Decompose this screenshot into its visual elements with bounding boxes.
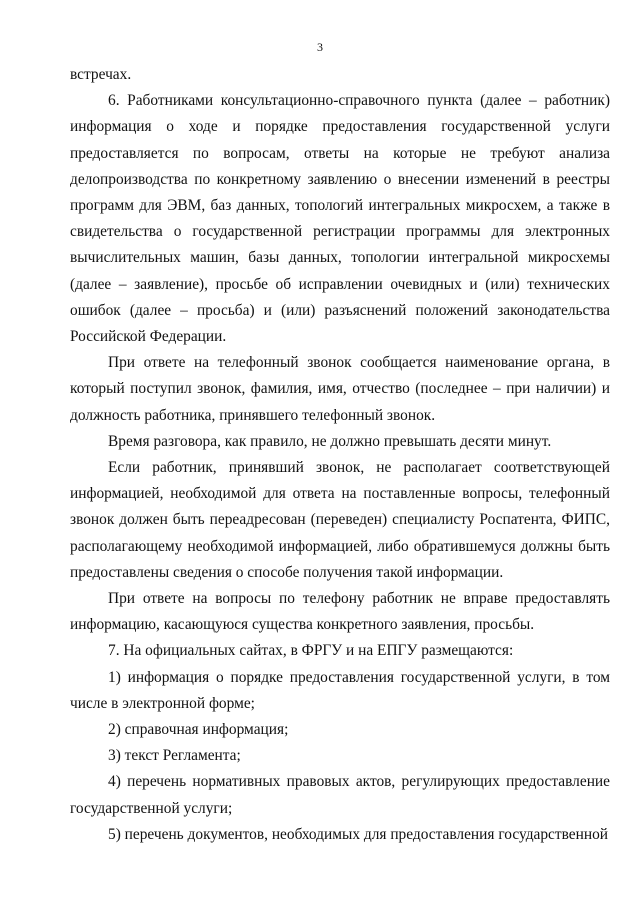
- paragraph-item-7: 7. На официальных сайтах, в ФРГУ и на ЕПГУ размещаются:: [108, 642, 514, 660]
- paragraph-item-6: 6. Работниками консультационно-справочного пункта (далее – работник) информация о ходе и порядке предоставления государственной услуги предоставляется по вопросам, ответы на которые не требуют анализа делопроизводства по конкретному заявлению о внесении изменений в реестры программ для ЭВМ, баз данных, топологий интегральных микросхем, а также в свидетельства о государственной регистрации программы для электронных вычислительных машин, базы данных, топологии интегральной микросхемы (далее – заявление), просьбе об исправлении очевидных и (или) технических ошибок (далее – просьба) и (или) разъяснений положений законодательства Российской Федерации.: [70, 92, 610, 346]
- list-item-4: 4) перечень нормативных правовых актов, регулирующих предоставление государственной услуги;: [70, 773, 610, 817]
- document-body: [70, 62, 610, 848]
- list-item-5: 5) перечень документов, необходимых для предоставления государственной: [108, 825, 609, 843]
- paragraph-phone-answer: При ответе на телефонный звонок сообщается наименование органа, в который поступил звонок, фамилия, имя, отчество (последнее – при наличии) и должность работника, принявшего телефонный звонок.: [70, 354, 610, 424]
- list-item-1: 1) информация о порядке предоставления государственной услуги, в том числе в электронной форме;: [70, 668, 610, 712]
- paragraph-call-redirect: Если работник, принявший звонок, не располагает соответствующей информацией, необходимой для ответа на поставленные вопросы, телефонный звонок должен быть переадресован (переведен) специалисту Роспатента, ФИПС, располагающему необходимой информацией, либо обратившемуся должны быть предоставлены сведения о способе получения такой информации.: [70, 459, 610, 581]
- paragraph-phone-restriction: При ответе на вопросы по телефону работник не вправе предоставлять информацию, касающуюся существа конкретного заявления, просьбы.: [70, 590, 610, 634]
- list-item-3: 3) текст Регламента;: [108, 747, 241, 765]
- page-number: 3: [317, 40, 323, 54]
- paragraph-continuation: встречах.: [70, 66, 132, 83]
- paragraph-call-duration: Время разговора, как правило, не должно превышать десяти минут.: [108, 432, 552, 450]
- list-item-2: 2) справочная информация;: [108, 721, 289, 739]
